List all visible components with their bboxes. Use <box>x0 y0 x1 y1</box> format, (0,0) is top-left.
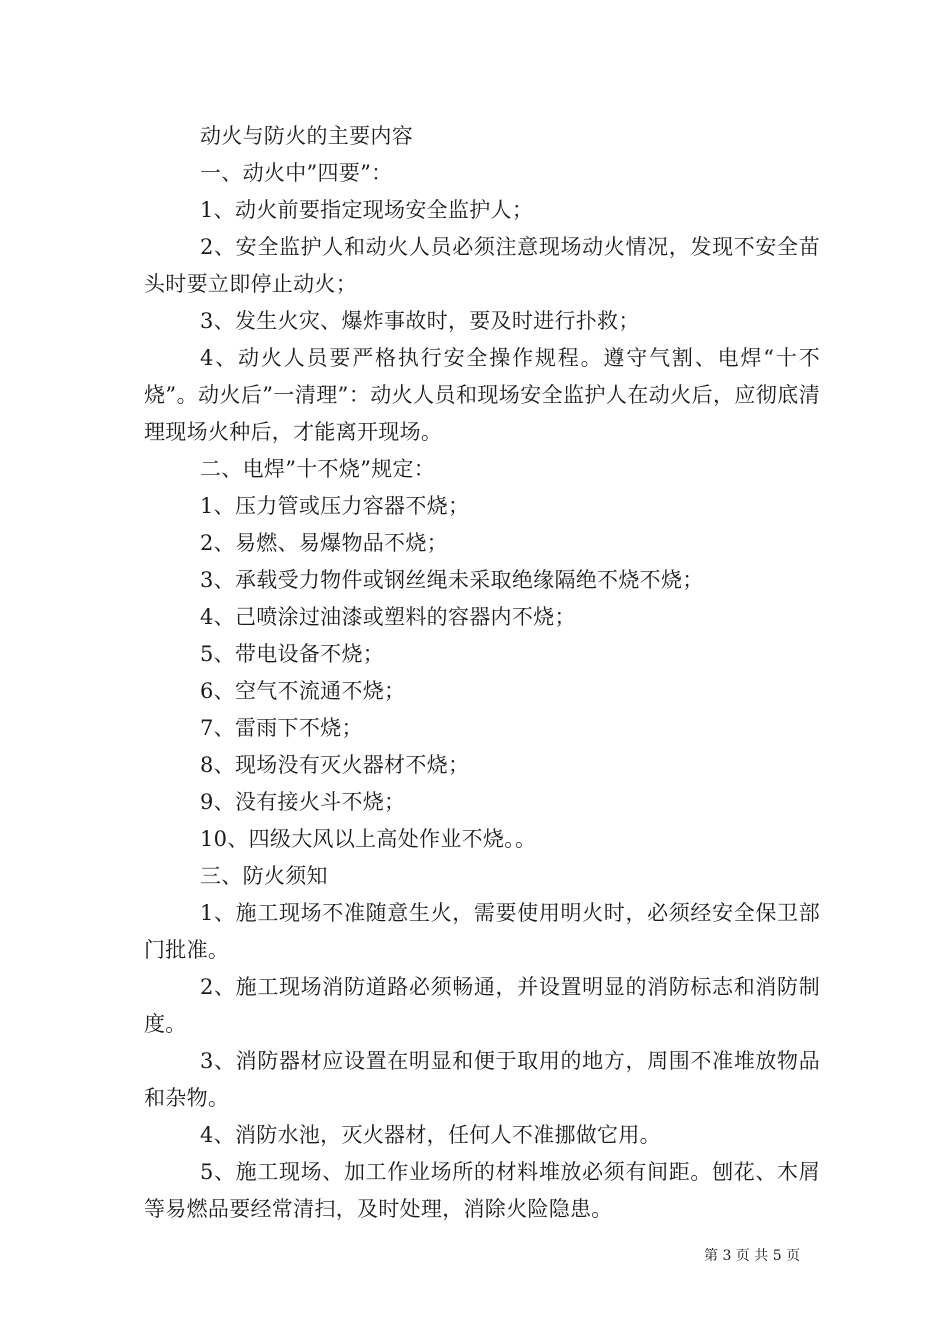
list-item: 1、动火前要指定现场安全监护人； <box>200 198 534 222</box>
heading-title: 动火与防火的主要内容 <box>200 124 413 148</box>
list-item: 10、四级大风以上高处作业不烧。。 <box>200 827 537 851</box>
list-item: 4、动火人员要严格执行安全操作规程。遵守气割、电焊“十不烧”。动火后”一清理”：动火人员和现场安全监护人在动火后，应彻底清理现场火种后，才能离开现场。 <box>144 346 820 444</box>
list-item: 9、没有接火斗不烧； <box>200 790 406 814</box>
list-item: 1、压力管或压力容器不烧； <box>200 494 470 518</box>
list-item: 4、消防水池，灭火器材，任何人不准挪做它用。 <box>200 1123 661 1147</box>
section-heading-3: 三、防火须知 <box>200 864 328 888</box>
list-item: 1、施工现场不准随意生火，需要使用明火时，必须经安全保卫部门批准。 <box>144 901 820 962</box>
list-item: 5、施工现场、加工作业场所的材料堆放必须有间距。刨花、木屑等易燃品要经常清扫，及时处理，消除火险隐患。 <box>144 1160 820 1221</box>
document-body <box>144 118 820 1228</box>
section-heading-1: 一、动火中”四要”： <box>200 161 393 185</box>
page-number: 第 3 页 共 5 页 <box>704 1248 801 1264</box>
list-item: 3、发生火灾、爆炸事故时，要及时进行扑救； <box>200 309 640 333</box>
section-heading-2: 二、电焊”十不烧”规定： <box>200 457 436 481</box>
list-item: 8、现场没有灭火器材不烧； <box>200 753 470 777</box>
list-item: 2、安全监护人和动火人员必须注意现场动火情况，发现不安全苗头时要立即停止动火； <box>144 235 820 296</box>
list-item: 3、承载受力物件或钢丝绳未采取绝缘隔绝不烧不烧； <box>200 568 704 592</box>
list-item: 5、带电设备不烧； <box>200 642 385 666</box>
list-item: 2、易燃、易爆物品不烧； <box>200 531 448 555</box>
list-item: 2、施工现场消防道路必须畅通，并设置明显的消防标志和消防制度。 <box>144 975 820 1036</box>
list-item: 6、空气不流通不烧； <box>200 679 406 703</box>
list-item: 4、己喷涂过油漆或塑料的容器内不烧； <box>200 605 576 629</box>
list-item: 7、雷雨下不烧； <box>200 716 363 740</box>
list-item: 3、消防器材应设置在明显和便于取用的地方，周围不准堆放物品和杂物。 <box>144 1049 820 1110</box>
